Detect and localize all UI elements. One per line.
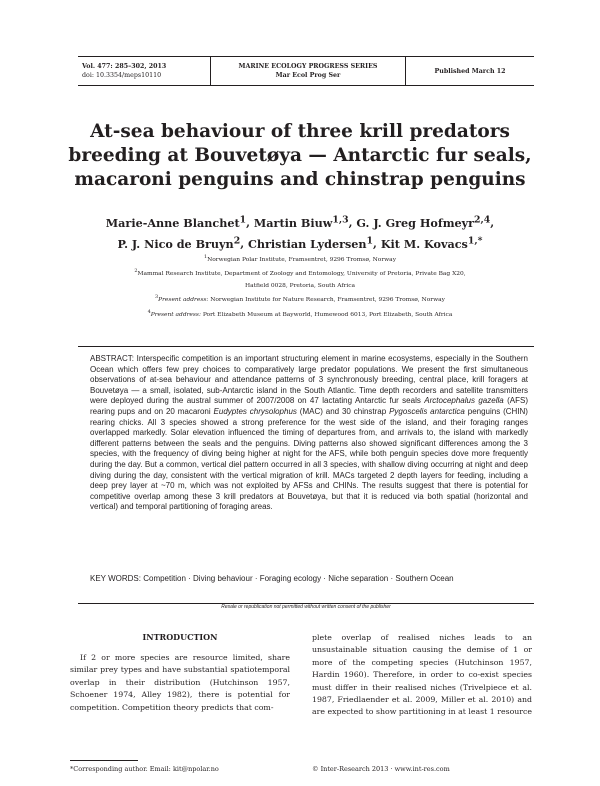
affiliation: $^2$Mammal Research Institute, Department of Zoology and Entomology, University of Pretoria, Private Bag X20, [134,268,466,278]
footnote-divider [70,760,138,761]
left-column [70,632,290,714]
author: Kit M. Kovacs$^{1,*}$ [380,235,483,251]
volume: Vol. 477: 285–302, 2013 [82,63,167,70]
affiliation: $^3$Present address: Norwegian Institute for Nature Research, Framsentret, 9296 Tromsø, Norway [155,294,445,304]
author: Marie-Anne Blanchet$^1$ [105,214,247,230]
doi[interactable]: doi: 10.3354/meps10110 [82,72,162,79]
abstract-box [78,346,534,604]
affiliation: $^4$Present address: Port Elizabeth Museum at Bayworld, Humewood 6013, Port Elizabeth, South Africa [147,308,453,318]
published-label: Published March 12 [434,67,506,75]
journal-title: MARINE ECOLOGY PROGRESS SERIES [238,63,378,70]
affiliations [60,252,540,321]
author-list: Marie-Anne Blanchet$^1$, Martin Biuw$^{1,3}$, G. J. Greg Hofmeyr$^{2,4}$, P. J. Nico de Bruyn$^2$, Christian Lydersen$^1$, Kit M. Kovacs$^{1,*}$ [105,214,495,251]
intro-paragraph-continued: plete overlap of realised niches leads to an unsustainable situation causing the demise of 1 or more of the competing species (Hutchinson 1957, Hardin 1960). Therefore, in order to co-exist species must differ in their realised niches (Trivelpiece et al. 1987, Friedlaender et al. 2009, Miller et al. 2010) and are expected to show partitioning in at least 1 resource [312,633,532,717]
author: Christian Lydersen$^1$ [248,235,374,251]
right-column [312,632,532,719]
affiliation: $^1$Norwegian Polar Institute, Framsentret, 9296 Tromsø, Norway [203,254,397,263]
volume-info [78,57,210,85]
affiliation: Hatfield 0028, Pretoria, South Africa [244,282,356,289]
published-date [406,57,534,85]
corresponding-author: *Corresponding author. Email: kit@npolar.no [70,765,219,773]
keywords: KEY WORDS: Competition · Diving behaviour · Foraging ecology · Niche separation · Southern Ocean [90,574,454,583]
author: P. J. Nico de Bruyn$^2$ [117,235,241,251]
copyright: © Inter-Research 2013 · www.int-res.com [312,765,450,773]
article-title: At-sea behaviour of three krill predators breeding at Bouvetøya — Antarctic fur seals, macaroni penguins and chinstrap penguins [68,121,532,190]
journal-header [78,56,534,86]
resale-notice: Resale or republication not permitted without written consent of the publisher [221,604,391,610]
journal-abbreviation: Mar Ecol Prog Ser [275,72,341,79]
intro-heading: INTRODUCTION [142,632,218,642]
journal-name [210,57,406,85]
intro-paragraph: If 2 or more species are resource limited, share similar prey types and have substantial spatiotemporal overlap in their distribution (Hutchinson 1957, Schoener 1974, Alley 1982), there is potential for competition. Competition theory predicts that com- [70,653,290,712]
author: G. J. Greg Hofmeyr$^{2,4}$ [356,214,491,230]
abstract: ABSTRACT: Interspecific competition is an important structuring element in marine ecosystems, especially in the Southern Ocean which offers few prey choices to comparatively large predator populations. We present the first simultaneous observations of at-sea behaviour and attendance patterns of 3 synchronously breeding, central place, krill foragers at Bouvetøya — a small, isolated, sub-Antarctic island in the South Atlantic. Time depth recorders and satellite transmitters were deployed during the austral summer of 2007/2008 on 47 lactating Antarctic fur seals Arctocephalus gazella (AFS) rearing pups and on 20 macaroni Eudyptes chrysolophus (MAC) and 30 chinstrap Pygoscelis antarctica penguins (CHIN) rearing chicks. All 3 species showed a strong preference for the west side of the island, and their foraging ranges overlapped markedly. Solar elevation influenced the timing of departures from, and arrivals to, the island with markedly different patterns between the seals and the penguins. Diving patterns also showed significant differences among the 3 species, with the frequency of diving being higher at night for the AFS, while both penguin species dove more frequently during the day. But a common, vertical diel pattern occurred in all 3 species, with shallow diving occurring at night and deep diving during the day, consistent with the vertical migration of krill. MACs targeted 2 depth layers for feeding, including a deep prey layer at ~70 m, which was not exploited by AFSs and CHINs. The results suggest that there is potential for competitive overlap among these 3 krill predators at Bouvetøya, but that it is reduced via both spatial (horizontal and vertical) and temporal partitioning of foraging areas. [90,354,528,512]
author: Martin Biuw$^{1,3}$ [253,214,349,230]
